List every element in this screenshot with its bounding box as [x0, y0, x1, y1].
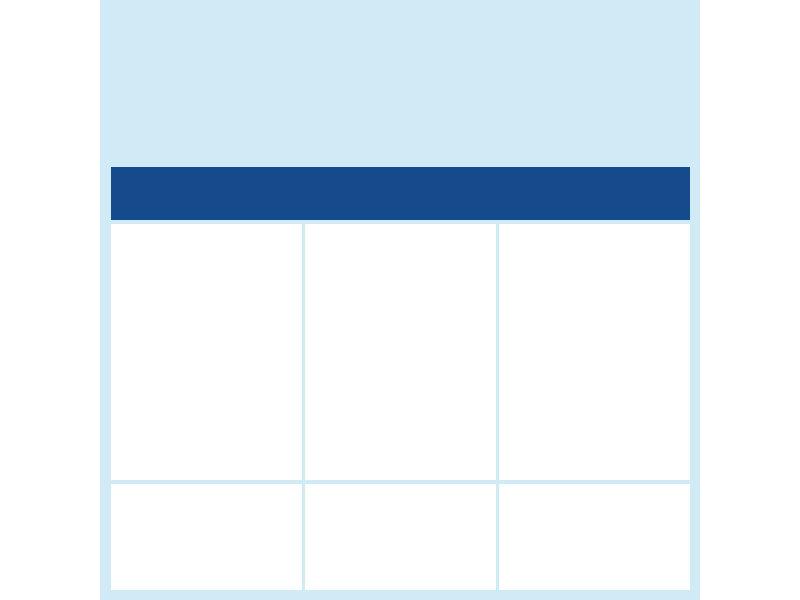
- dose-card-moderate: [305, 484, 496, 590]
- level-card-mild: [111, 224, 302, 480]
- weight-loss-text: [111, 430, 302, 450]
- weight-loss-text: [305, 430, 496, 450]
- level-card-moderate: [305, 224, 496, 480]
- doctor-warning-card: [499, 484, 690, 590]
- water-drop-icon: [161, 280, 255, 416]
- dehydration-degree-banner: [111, 167, 690, 220]
- water-drop-icon: [549, 280, 643, 416]
- level-card-severe: [499, 224, 690, 480]
- infographic-card: [100, 0, 700, 600]
- weight-loss-text: [499, 430, 690, 450]
- water-drop-icon: [355, 280, 449, 416]
- doctor-warning-text: [499, 499, 690, 549]
- page-title: [100, 36, 700, 79]
- dose-card-mild: [111, 484, 302, 590]
